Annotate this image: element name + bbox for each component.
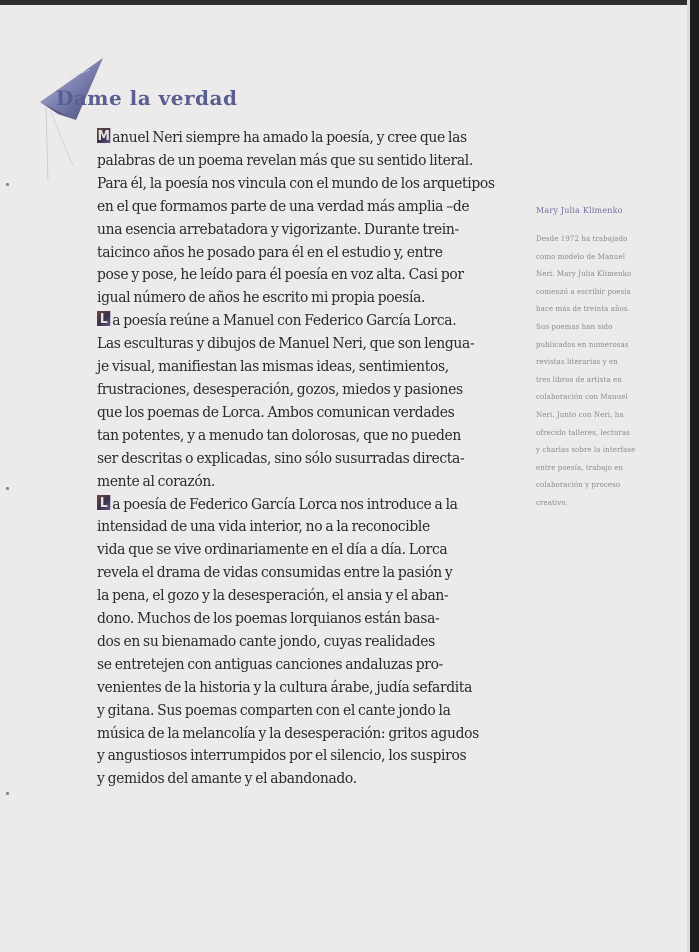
sidebar-line: creativo. (536, 498, 568, 507)
page-right-edge (690, 0, 699, 952)
sidebar-line: hace más de treinta años. (536, 305, 630, 314)
sidebar-line: publicados en numerosas (536, 340, 629, 349)
text-line: Las esculturas y dibujos de Manuel Neri, que son lengua- (97, 335, 475, 353)
text-line: y gemidos del amante y el abandonado. (97, 770, 357, 788)
text-line: una esencia arrebatadora y vigorizante. Durante trein- (97, 220, 459, 238)
text-line: venientes de la historia y la cultura árabe, judía sefardita (97, 678, 473, 696)
text-line: taicinco años he posado para él en el estudio y, entre (97, 243, 443, 261)
page-top-edge (0, 0, 699, 5)
sidebar-line: revistas literarias y en (536, 358, 618, 367)
text-line: que los poemas de Lorca. Ambos comunican verdades (97, 403, 455, 421)
essay-paragraph (97, 310, 475, 493)
author-sidebar (536, 206, 662, 513)
text-line: en el que formamos parte de una verdad más amplia –de (97, 197, 470, 215)
sidebar-line: y charlas sobre la interfase (536, 446, 636, 455)
text-line: dos en su bienamado cante jondo, cuyas realidades (97, 632, 435, 650)
sidebar-line: entre poesía, trabajo en (536, 463, 624, 472)
sidebar-line: comenzó a escribir poesía (536, 287, 631, 296)
text-line: pose y pose, he leído para él poesía en voz alta. Casi por (97, 266, 464, 284)
margin-mark (6, 792, 9, 795)
text-line: L a poesía reúne a Manuel con Federico García Lorca. (97, 310, 453, 333)
essay-body (97, 127, 495, 791)
sidebar-line: Neri. Mary Julia Klimenko (536, 270, 632, 279)
essay-paragraph (97, 494, 479, 792)
text-line: ser descritas o explicadas, sino sólo susurradas directa- (97, 449, 465, 467)
text-line: mente al corazón. (97, 472, 216, 490)
drop-cap-icon: L (97, 495, 110, 510)
margin-mark (6, 487, 9, 490)
text-line: se entretejen con antiguas canciones andaluzas pro- (97, 655, 443, 673)
text-line: M anuel Neri siempre ha amado la poesía, y cree que las (97, 129, 467, 146)
text-line: tan potentes, y a menudo tan dolorosas, que no pueden (97, 426, 461, 444)
text-line: igual número de años he escrito mi propia poesía. (97, 289, 426, 307)
margin-mark (6, 183, 9, 186)
sidebar-line: como modelo de Manuel (536, 252, 626, 261)
sidebar-line: Sus poemas han sido (536, 322, 613, 331)
sidebar-line: Desde 1972 ha trabajado (536, 235, 628, 243)
sidebar-line: tres libros de artista en (536, 375, 622, 384)
text-line: je visual, manifiestan las mismas ideas, sentimientos, (97, 358, 449, 376)
text-line: revela el drama de vidas consumidas entre la pasión y (97, 564, 453, 582)
sidebar-line: ofrecido talleres, lecturas (536, 428, 630, 437)
essay-paragraph (97, 127, 495, 310)
text-line: intensidad de una vida interior, no a la reconocible (97, 518, 430, 536)
text-line: y gitana. Sus poemas comparten con el cante jondo la (97, 701, 451, 719)
text-line: Para él, la poesía nos vincula con el mundo de los arquetipos (97, 174, 495, 192)
text-line: palabras de un poema revelan más que su sentido literal. (97, 151, 473, 169)
text-line: frustraciones, desesperación, gozos, miedos y pasiones (97, 380, 463, 398)
sidebar-line: colaboración con Manuel (536, 393, 628, 402)
drop-cap-icon: L (97, 311, 110, 326)
sidebar-line: colaboración y proceso (536, 481, 621, 490)
text-line: vida que se vive ordinariamente en el día a día. Lorca (97, 541, 448, 559)
text-line: y angustiosos interrumpidos por el silencio, los suspiros (97, 747, 467, 765)
sidebar-line: Neri. Junto con Neri, ha (536, 410, 624, 419)
text-line: L a poesía de Federico García Lorca nos introduce a la (97, 494, 453, 517)
text-line: la pena, el gozo y la desesperación, el ansia y el aban- (97, 587, 449, 605)
drop-cap-icon: M (97, 129, 110, 143)
author-name: Mary Julia Klimenko (536, 206, 623, 215)
page-title: Dame la verdad (56, 86, 238, 110)
text-line: música de la melancolía y la desesperación: gritos agudos (97, 724, 479, 742)
text-line: dono. Muchos de los poemas lorquianos están basa- (97, 610, 440, 628)
